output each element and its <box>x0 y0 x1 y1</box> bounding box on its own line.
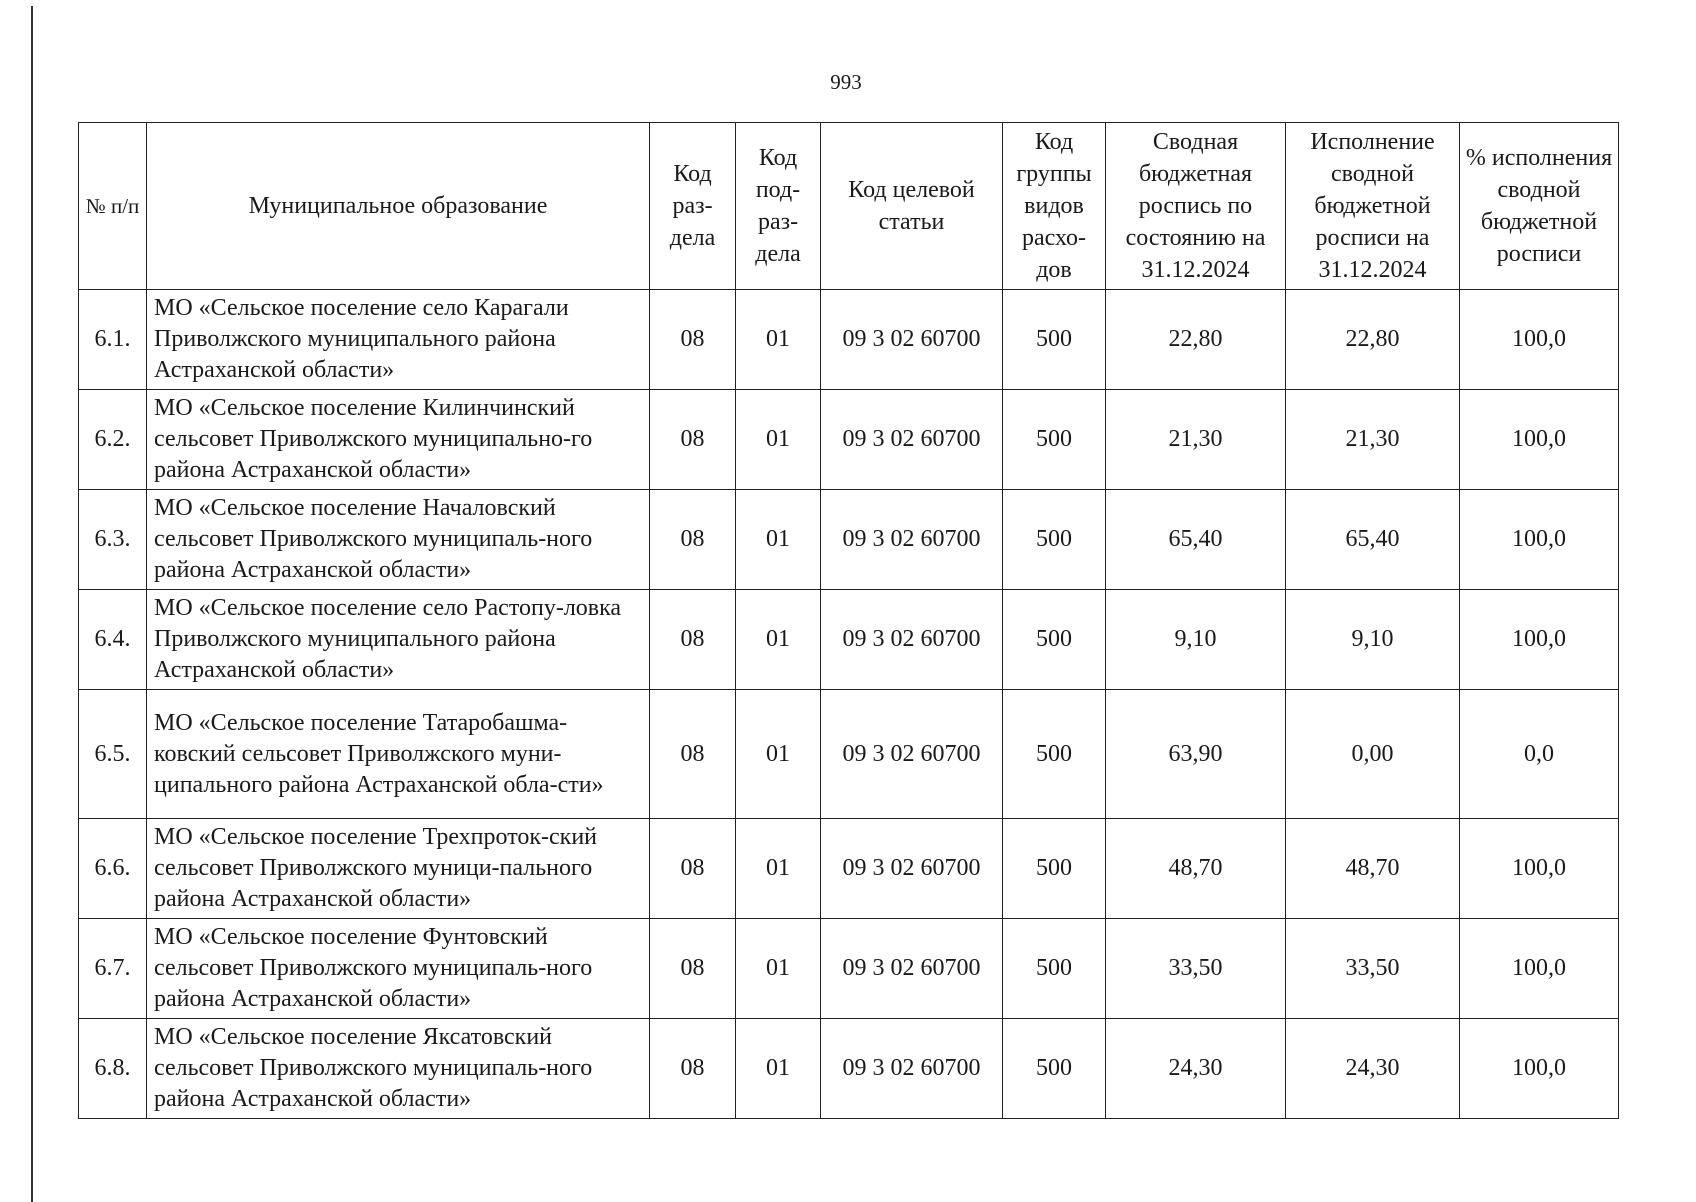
target-code: 09 3 02 60700 <box>821 819 1003 919</box>
header-execution: Исполнение сводной бюджетной росписи на 31.12.2024 <box>1286 123 1460 290</box>
municipality-name: МО «Сельское поселение Яксатовский сельсовет Приволжского муниципаль-ного района Астраханской области» <box>147 1019 650 1119</box>
expense-group-code: 500 <box>1003 819 1106 919</box>
row-number: 6.6. <box>79 819 147 919</box>
subsection-code: 01 <box>736 819 821 919</box>
header-percent: % исполнения сводной бюджетной росписи <box>1460 123 1619 290</box>
row-number: 6.7. <box>79 919 147 1019</box>
expense-group-code: 500 <box>1003 919 1106 1019</box>
municipality-name: МО «Сельское поселение Началовский сельсовет Приволжского муниципаль-ного района Астраханской области» <box>147 490 650 590</box>
budget-value: 48,70 <box>1106 819 1286 919</box>
execution-value: 33,50 <box>1286 919 1460 1019</box>
budget-value: 22,80 <box>1106 290 1286 390</box>
table-row <box>79 1019 1619 1119</box>
budget-value: 63,90 <box>1106 690 1286 819</box>
table-row <box>79 819 1619 919</box>
target-code: 09 3 02 60700 <box>821 690 1003 819</box>
municipality-name: МО «Сельское поселение село Растопу-ловка Приволжского муниципального района Астраханской области» <box>147 590 650 690</box>
subsection-code: 01 <box>736 390 821 490</box>
municipality-name: МО «Сельское поселение село Карагали Приволжского муниципального района Астраханской области» <box>147 290 650 390</box>
target-code: 09 3 02 60700 <box>821 290 1003 390</box>
table-row <box>79 390 1619 490</box>
row-number: 6.5. <box>79 690 147 819</box>
percent-value: 100,0 <box>1460 490 1619 590</box>
subsection-code: 01 <box>736 490 821 590</box>
header-target-code: Код целевой статьи <box>821 123 1003 290</box>
section-code: 08 <box>650 690 736 819</box>
municipality-name: МО «Сельское поселение Килинчинский сельсовет Приволжского муниципально-го района Астраханской области» <box>147 390 650 490</box>
budget-value: 65,40 <box>1106 490 1286 590</box>
execution-value: 24,30 <box>1286 1019 1460 1119</box>
target-code: 09 3 02 60700 <box>821 590 1003 690</box>
table-header-row <box>79 123 1619 290</box>
header-budget: Сводная бюджетная роспись по состоянию на 31.12.2024 <box>1106 123 1286 290</box>
table-row <box>79 590 1619 690</box>
percent-value: 0,0 <box>1460 690 1619 819</box>
expense-group-code: 500 <box>1003 590 1106 690</box>
section-code: 08 <box>650 390 736 490</box>
percent-value: 100,0 <box>1460 590 1619 690</box>
percent-value: 100,0 <box>1460 919 1619 1019</box>
execution-value: 21,30 <box>1286 390 1460 490</box>
section-code: 08 <box>650 490 736 590</box>
percent-value: 100,0 <box>1460 1019 1619 1119</box>
execution-value: 22,80 <box>1286 290 1460 390</box>
subsection-code: 01 <box>736 1019 821 1119</box>
budget-value: 9,10 <box>1106 590 1286 690</box>
expense-group-code: 500 <box>1003 690 1106 819</box>
municipality-name: МО «Сельское поселение Татаробашма-ковский сельсовет Приволжского муни-ципального района Астраханской обла-сти» <box>147 690 650 819</box>
table-row <box>79 290 1619 390</box>
budget-execution-table <box>78 122 1619 1119</box>
municipality-name: МО «Сельское поселение Фунтовский сельсовет Приволжского муниципаль-ного района Астраханской области» <box>147 919 650 1019</box>
row-number: 6.1. <box>79 290 147 390</box>
expense-group-code: 500 <box>1003 490 1106 590</box>
execution-value: 48,70 <box>1286 819 1460 919</box>
table-row <box>79 919 1619 1019</box>
target-code: 09 3 02 60700 <box>821 1019 1003 1119</box>
execution-value: 9,10 <box>1286 590 1460 690</box>
header-number: № п/п <box>79 123 147 290</box>
header-expense-group-code: Код группы видов расхо-дов <box>1003 123 1106 290</box>
page-number: 993 <box>830 70 862 94</box>
execution-value: 65,40 <box>1286 490 1460 590</box>
table-row <box>79 690 1619 819</box>
row-number: 6.4. <box>79 590 147 690</box>
percent-value: 100,0 <box>1460 290 1619 390</box>
expense-group-code: 500 <box>1003 390 1106 490</box>
subsection-code: 01 <box>736 919 821 1019</box>
target-code: 09 3 02 60700 <box>821 490 1003 590</box>
subsection-code: 01 <box>736 690 821 819</box>
section-code: 08 <box>650 590 736 690</box>
expense-group-code: 500 <box>1003 290 1106 390</box>
row-number: 6.2. <box>79 390 147 490</box>
table-row <box>79 490 1619 590</box>
budget-value: 24,30 <box>1106 1019 1286 1119</box>
subsection-code: 01 <box>736 290 821 390</box>
budget-value: 21,30 <box>1106 390 1286 490</box>
header-subsection-code: Код под-раз-дела <box>736 123 821 290</box>
expense-group-code: 500 <box>1003 1019 1106 1119</box>
section-code: 08 <box>650 1019 736 1119</box>
section-code: 08 <box>650 919 736 1019</box>
header-section-code: Код раз-дела <box>650 123 736 290</box>
page-binding-line <box>31 6 33 1202</box>
section-code: 08 <box>650 819 736 919</box>
municipality-name: МО «Сельское поселение Трехпроток-ский сельсовет Приволжского муници-пального района Астраханской области» <box>147 819 650 919</box>
percent-value: 100,0 <box>1460 390 1619 490</box>
target-code: 09 3 02 60700 <box>821 390 1003 490</box>
row-number: 6.8. <box>79 1019 147 1119</box>
execution-value: 0,00 <box>1286 690 1460 819</box>
row-number: 6.3. <box>79 490 147 590</box>
section-code: 08 <box>650 290 736 390</box>
subsection-code: 01 <box>736 590 821 690</box>
budget-value: 33,50 <box>1106 919 1286 1019</box>
percent-value: 100,0 <box>1460 819 1619 919</box>
target-code: 09 3 02 60700 <box>821 919 1003 1019</box>
header-municipality: Муниципальное образование <box>147 123 650 290</box>
